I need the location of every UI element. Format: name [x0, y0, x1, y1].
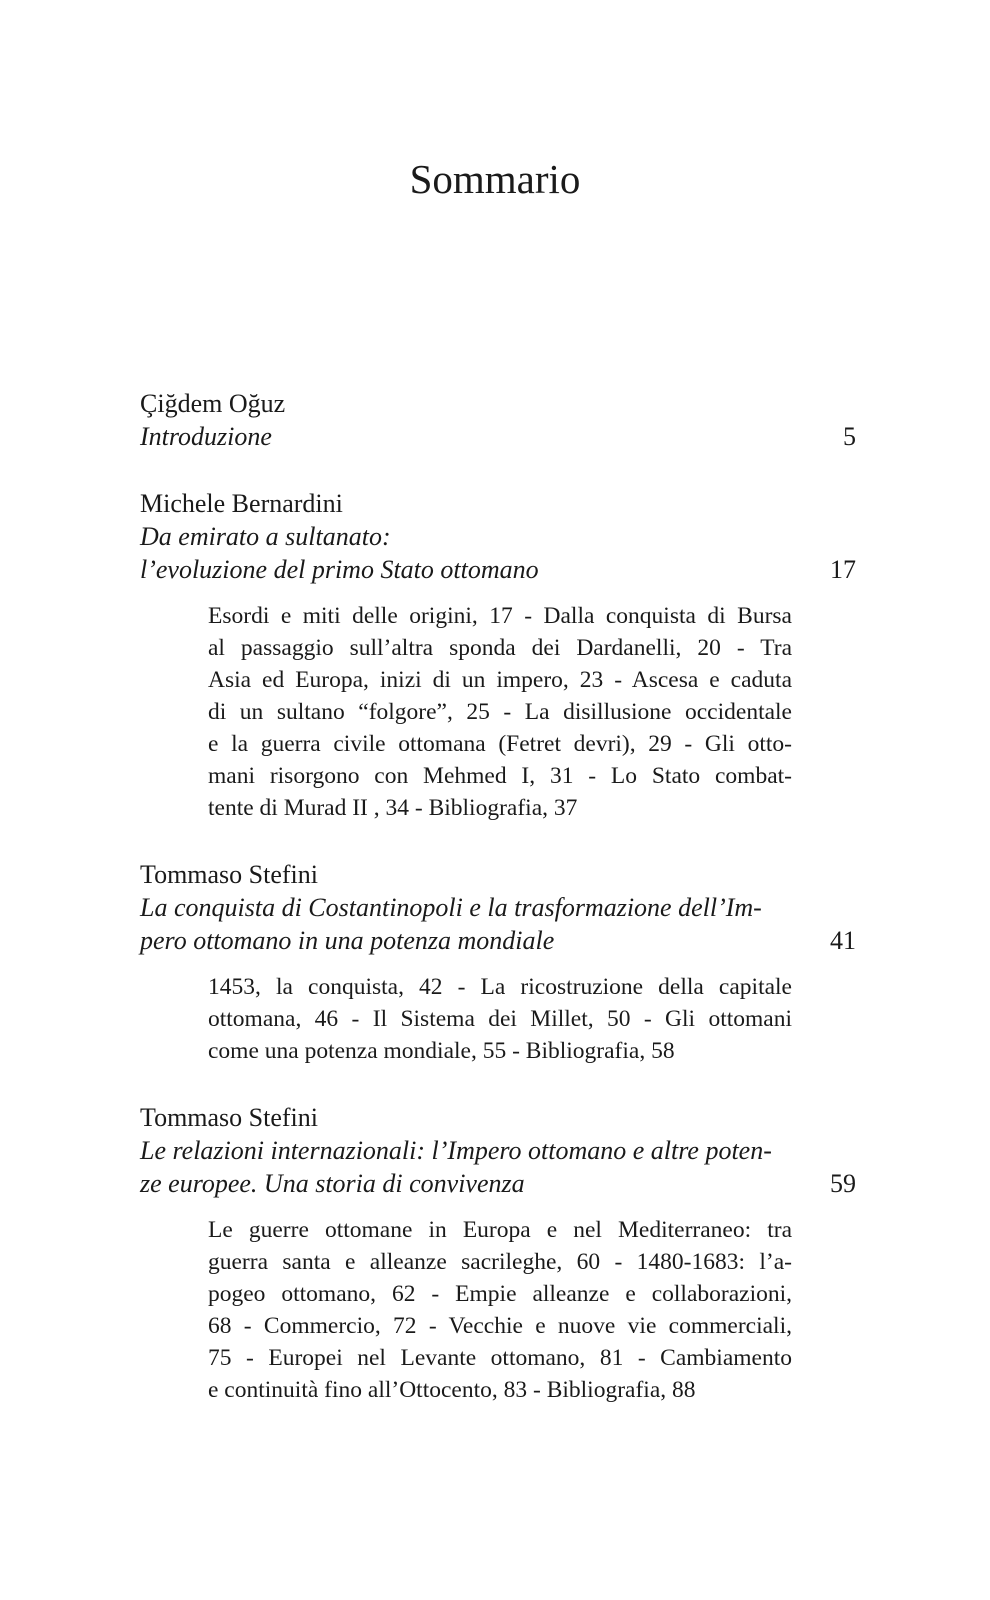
- contents-line: e la guerra civile ottomana (Fetret devri), 29 - Gli otto-: [208, 731, 792, 757]
- contents-line: 68 - Commercio, 72 - Vecchie e nuove vie commerciali,: [208, 1313, 792, 1339]
- table-of-contents: [140, 387, 856, 1406]
- toc-entry: [140, 487, 856, 824]
- entry-page-number: 41: [830, 926, 856, 955]
- entry-title: [140, 420, 843, 453]
- page-title: Sommario: [409, 156, 581, 202]
- contents-line: ottomana, 46 - Il Sistema dei Millet, 50 - Gli ottomani: [208, 1006, 792, 1032]
- contents-line: al passaggio sull’altra sponda dei Dardanelli, 20 - Tra: [208, 635, 792, 661]
- contents-line: 1453, la conquista, 42 - La ricostruzione della capitale: [208, 974, 792, 1000]
- entry-title-row: [140, 1134, 856, 1200]
- entry-title-line: Da emirato a sultanato:: [140, 522, 391, 551]
- entry-contents: [208, 600, 792, 824]
- entry-title-row: [140, 420, 856, 453]
- contents-line: e continuità fino all’Ottocento, 83 - Bibliografia, 88: [208, 1377, 696, 1403]
- entry-title-line: Le relazioni internazionali: l’Impero ottomano e altre poten-: [140, 1136, 772, 1165]
- entry-author: Tommaso Stefini: [140, 1103, 319, 1132]
- entry-contents: [208, 971, 792, 1067]
- entry-page-number: 5: [843, 422, 856, 451]
- entry-title-row: [140, 520, 856, 586]
- entry-title-line: pero ottomano in una potenza mondiale: [140, 926, 555, 955]
- entry-author: Çiğdem Oğuz: [140, 389, 286, 418]
- entry-author: Michele Bernardini: [140, 489, 343, 518]
- contents-line: 75 - Europei nel Levante ottomano, 81 - Cambiamento: [208, 1345, 792, 1371]
- entry-title: [140, 891, 830, 957]
- contents-line: tente di Murad II , 34 - Bibliografia, 37: [208, 795, 578, 821]
- contents-line: Asia ed Europa, inizi di un impero, 23 - Ascesa e caduta: [208, 667, 792, 693]
- entry-page-number: 59: [830, 1169, 856, 1198]
- entry-title: [140, 520, 830, 586]
- entry-page-number: 17: [830, 555, 856, 584]
- contents-line: mani risorgono con Mehmed I, 31 - Lo Stato combat-: [208, 763, 792, 789]
- contents-line: come una potenza mondiale, 55 - Bibliografia, 58: [208, 1038, 675, 1064]
- entry-contents: [208, 1214, 792, 1406]
- contents-line: di un sultano “folgore”, 25 - La disillusione occidentale: [208, 699, 792, 725]
- entry-title-line: La conquista di Costantinopoli e la trasformazione dell’Im-: [140, 893, 762, 922]
- entry-title: [140, 1134, 830, 1200]
- contents-line: guerra santa e alleanze sacrileghe, 60 - 1480-1683: l’a-: [208, 1249, 792, 1275]
- contents-line: Le guerre ottomane in Europa e nel Mediterraneo: tra: [208, 1217, 792, 1243]
- toc-entry: [140, 858, 856, 1067]
- entry-title-row: [140, 891, 856, 957]
- toc-entry: [140, 387, 856, 453]
- entry-title-line: l’evoluzione del primo Stato ottomano: [140, 555, 539, 584]
- contents-line: Esordi e miti delle origini, 17 - Dalla conquista di Bursa: [208, 603, 792, 629]
- contents-line: pogeo ottomano, 62 - Empie alleanze e collaborazioni,: [208, 1281, 792, 1307]
- toc-entry: [140, 1101, 856, 1406]
- entry-title-line: ze europee. Una storia di convivenza: [140, 1169, 525, 1198]
- entry-author: Tommaso Stefini: [140, 860, 319, 889]
- entry-title-line: Introduzione: [140, 422, 272, 451]
